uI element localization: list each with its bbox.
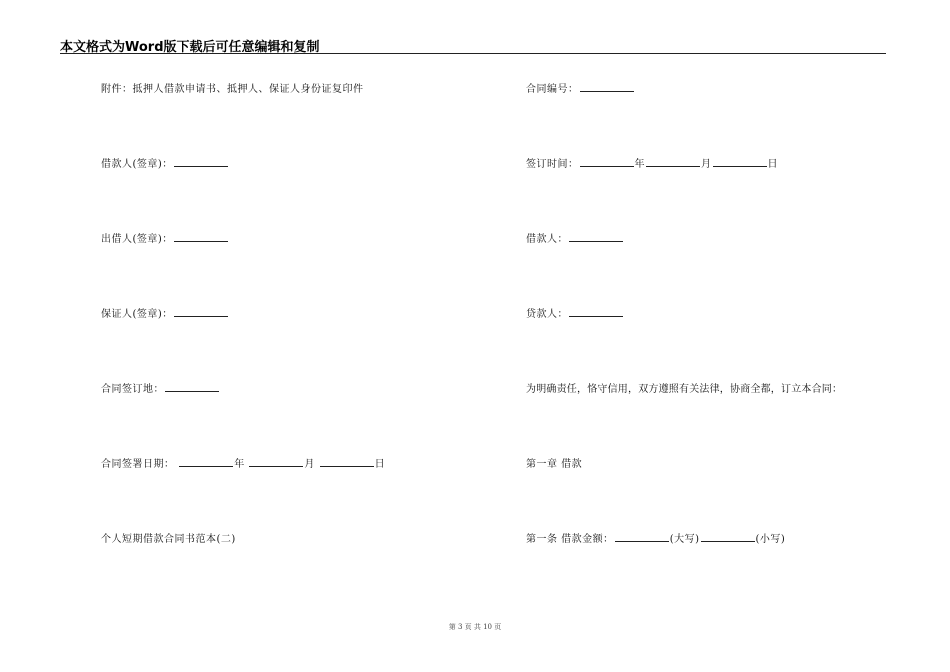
borrower-signature-blank bbox=[174, 157, 228, 167]
borrower-blank bbox=[569, 232, 623, 242]
sign-date-year-blank bbox=[179, 457, 233, 467]
contract-number-blank bbox=[580, 82, 634, 92]
guarantor-signature-line bbox=[101, 305, 229, 320]
sign-time-month-blank bbox=[646, 157, 700, 167]
sign-place-blank bbox=[165, 382, 219, 392]
attachments-line: 附件：抵押人借款申请书、抵押人、保证人身份证复印件 bbox=[101, 84, 364, 95]
document-header-title: 本文格式为Word版下载后可任意编辑和复制 bbox=[60, 40, 320, 55]
sign-time-year-label: 年 bbox=[634, 159, 645, 170]
guarantor-signature-label: 保证人(签章)： bbox=[101, 309, 173, 320]
template-title: 个人短期借款合同书范本(二) bbox=[101, 534, 236, 545]
sign-place-line bbox=[101, 380, 220, 395]
page-footer: 第 3 页 共 10 页 bbox=[448, 623, 502, 631]
guarantor-signature-blank bbox=[174, 307, 228, 317]
creditor-label: 贷款人： bbox=[526, 309, 568, 320]
sign-date-year-label: 年 bbox=[234, 459, 245, 470]
sign-date-label: 合同签署日期： bbox=[101, 459, 175, 470]
header-divider bbox=[60, 53, 886, 54]
sign-time-label: 签订时间： bbox=[526, 159, 579, 170]
sign-date-line bbox=[101, 455, 385, 470]
amount-upper-label: (大写) bbox=[669, 534, 700, 545]
article-one-label: 第一条 借款金额： bbox=[526, 534, 614, 545]
sign-place-label: 合同签订地： bbox=[101, 384, 164, 395]
lender-signature-blank bbox=[174, 232, 228, 242]
contract-number-label: 合同编号： bbox=[526, 84, 579, 95]
chapter-one-heading: 第一章 借款 bbox=[526, 459, 583, 470]
lender-signature-label: 出借人(签章)： bbox=[101, 234, 173, 245]
sign-date-day-label: 日 bbox=[374, 459, 386, 470]
borrower-signature-line bbox=[101, 155, 229, 170]
sign-time-day-blank bbox=[713, 157, 767, 167]
creditor-line bbox=[526, 305, 624, 320]
lender-signature-line bbox=[101, 230, 229, 245]
sign-date-month-label: 月 bbox=[304, 459, 315, 470]
borrower-label: 借款人： bbox=[526, 234, 568, 245]
creditor-blank bbox=[569, 307, 623, 317]
preamble-text: 为明确责任，恪守信用，双方遵照有关法律，协商全都，订立本合同： bbox=[526, 384, 843, 395]
sign-time-month-label: 月 bbox=[701, 159, 712, 170]
sign-date-day-blank bbox=[320, 457, 374, 467]
amount-lower-blank bbox=[701, 532, 755, 542]
borrower-signature-label: 借款人(签章)： bbox=[101, 159, 173, 170]
sign-time-year-blank bbox=[580, 157, 634, 167]
contract-number-line bbox=[526, 80, 635, 95]
article-one-line bbox=[526, 530, 785, 545]
sign-time-day-label: 日 bbox=[767, 159, 778, 170]
amount-upper-blank bbox=[615, 532, 669, 542]
sign-date-month-blank bbox=[249, 457, 303, 467]
sign-time-line bbox=[526, 155, 778, 170]
borrower-line bbox=[526, 230, 624, 245]
amount-lower-label: (小写) bbox=[755, 534, 786, 545]
